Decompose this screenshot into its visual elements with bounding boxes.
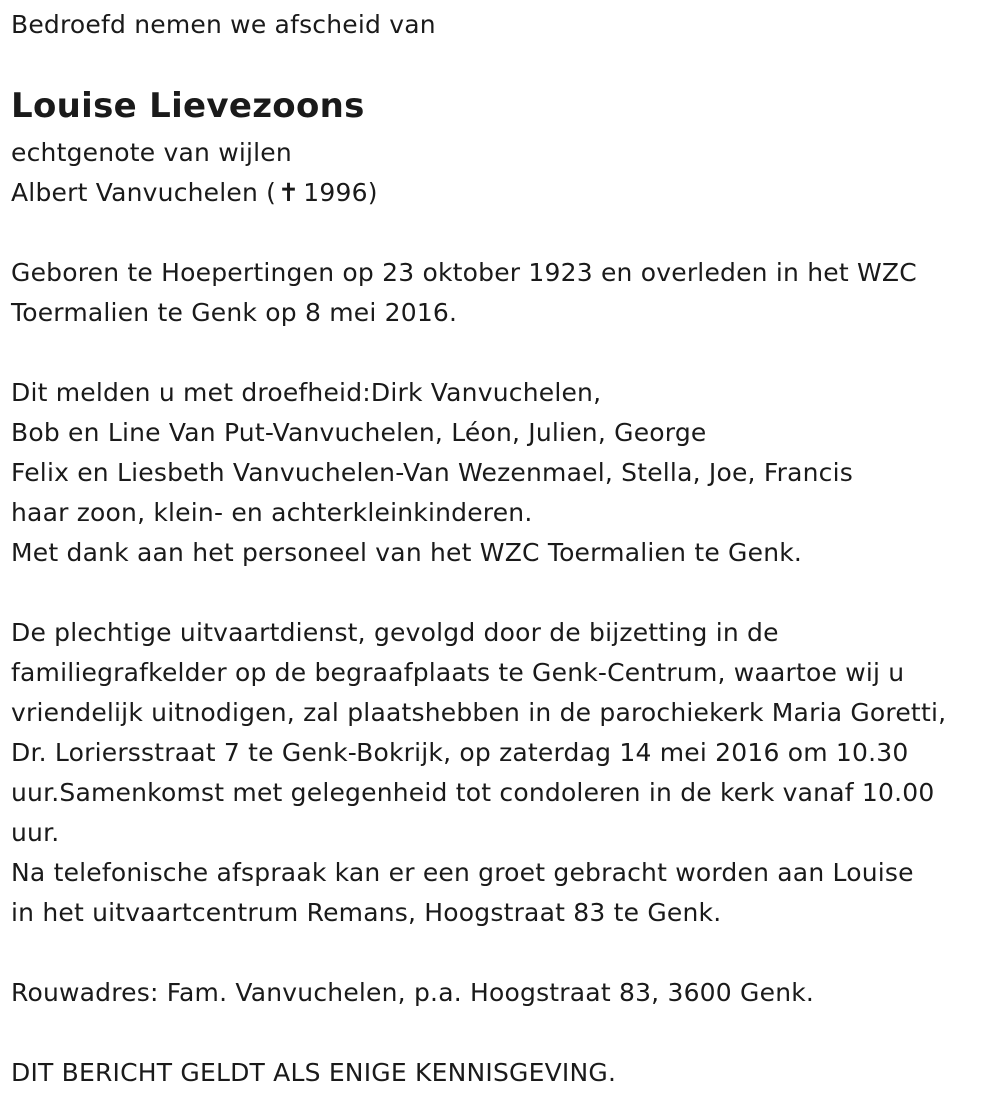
- birth-death-line-1: Geboren te Hoepertingen op 23 oktober 1923 en overleden in het WZC: [11, 258, 917, 287]
- funeral-line-1: De plechtige uitvaartdienst, gevolgd door de bijzetting in de: [11, 618, 779, 647]
- cross-icon: ✝: [278, 178, 300, 207]
- announcement-line-3: Felix en Liesbeth Vanvuchelen-Van Wezenmael, Stella, Joe, Francis: [11, 458, 853, 487]
- funeral-line-3: vriendelijk uitnodigen, zal plaatshebben in de parochiekerk Maria Goretti,: [11, 698, 947, 727]
- funeral-line-4: Dr. Loriersstraat 7 te Genk-Bokrijk, op zaterdag 14 mei 2016 om 10.30: [11, 738, 909, 767]
- address-line: Rouwadres: Fam. Vanvuchelen, p.a. Hoogstraat 83, 3600 Genk.: [11, 978, 815, 1007]
- deceased-name: Louise Lievezoons: [11, 86, 365, 126]
- announcement-line-2: Bob en Line Van Put-Vanvuchelen, Léon, Julien, George: [11, 418, 707, 447]
- announcement-line-5: Met dank aan het personeel van het WZC Toermalien te Genk.: [11, 538, 803, 567]
- funeral-line-7: Na telefonische afspraak kan er een groet gebracht worden aan Louise: [11, 858, 914, 887]
- notice-line: DIT BERICHT GELDT ALS ENIGE KENNISGEVING.: [11, 1058, 617, 1087]
- funeral-line-8: in het uitvaartcentrum Remans, Hoogstraat 83 te Genk.: [11, 898, 722, 927]
- funeral-line-6: uur.: [11, 818, 60, 847]
- spouse-death-year: 1996): [303, 178, 378, 207]
- relation-line: echtgenote van wijlen: [11, 138, 292, 167]
- spouse-name: Albert Vanvuchelen (: [11, 178, 277, 207]
- announcement-line-1: Dit melden u met droefheid:Dirk Vanvuchelen,: [11, 378, 602, 407]
- intro-line: Bedroefd nemen we afscheid van: [11, 10, 436, 39]
- birth-death-line-2: Toermalien te Genk op 8 mei 2016.: [11, 298, 458, 327]
- funeral-line-5: uur.Samenkomst met gelegenheid tot condoleren in de kerk vanaf 10.00: [11, 778, 935, 807]
- spouse-line: [11, 173, 378, 213]
- announcement-line-4: haar zoon, klein- en achterkleinkinderen.: [11, 498, 533, 527]
- funeral-line-2: familiegrafkelder op de begraafplaats te Genk-Centrum, waartoe wij u: [11, 658, 905, 687]
